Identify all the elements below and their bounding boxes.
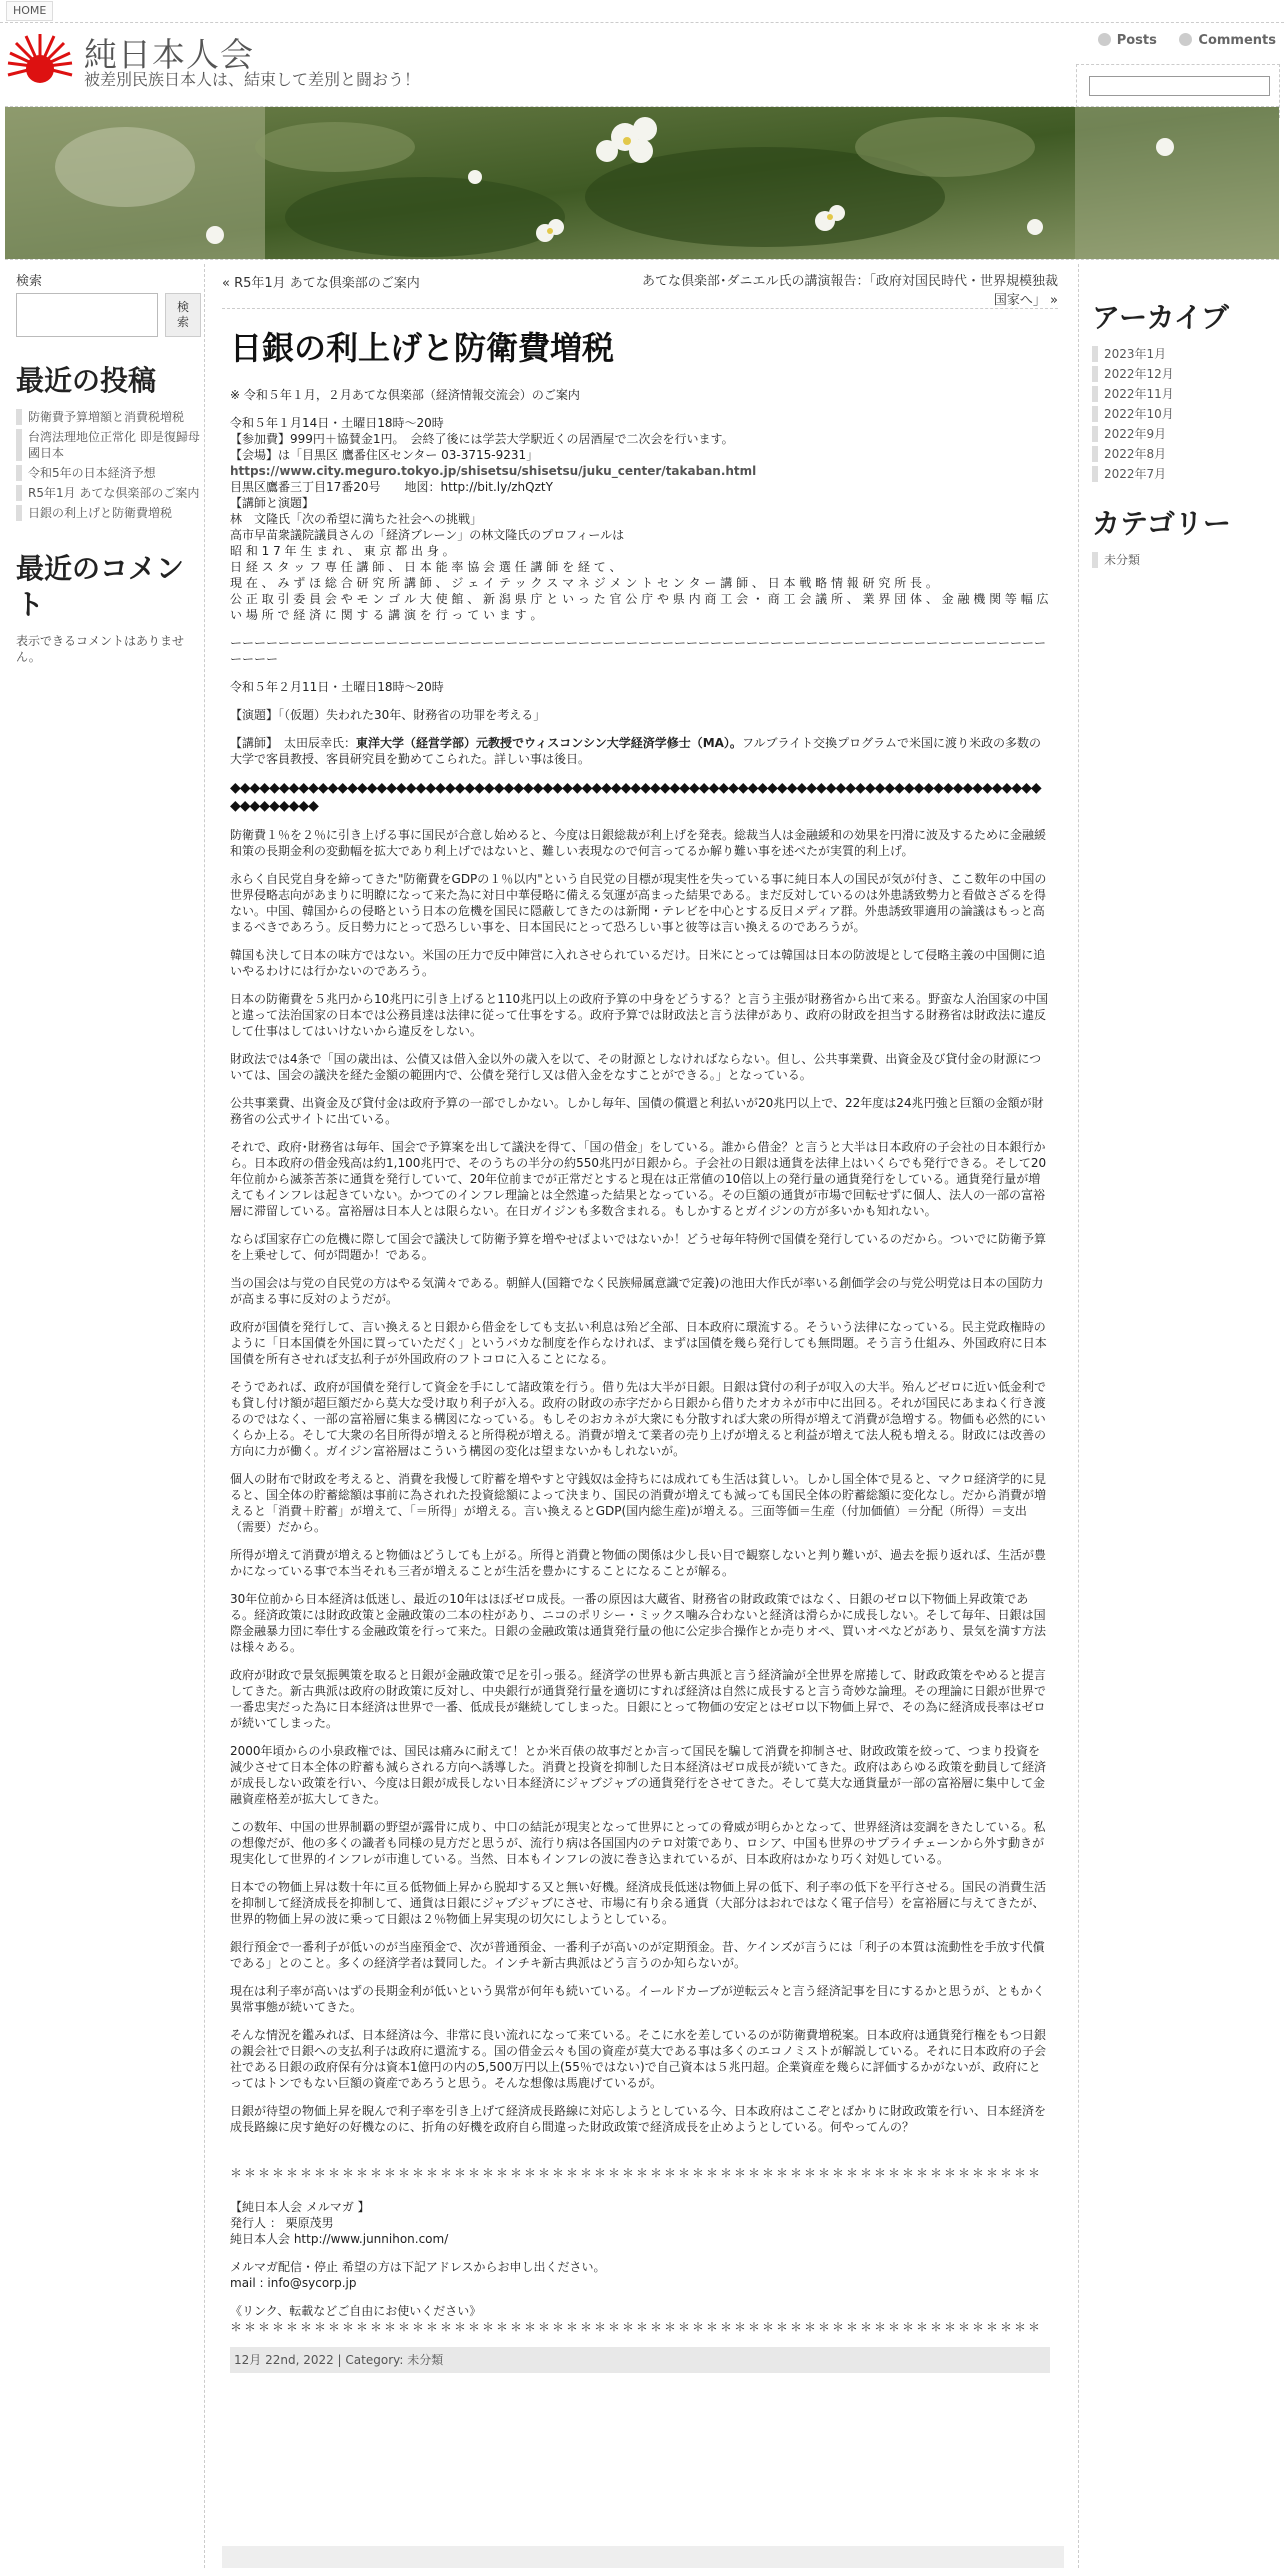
search-label: 検索	[16, 274, 43, 289]
left-sidebar	[6, 264, 204, 665]
recent-post-link[interactable]: 台湾法理地位正常化 即是復歸母國日本	[16, 429, 204, 461]
post-body	[222, 323, 1058, 2335]
article-paragraph: 個人の財布で財政を考えると、消費を我慢して貯蓄を増やすと守銭奴は金持ちには成れても生活は貧しい。しかし国全体で見ると、マクロ経済学的に見ると、国全体の貯蓄総額は事前に為されれた投資総額によって決まり、国民の消費が増えても減っても国民全体の貯蓄総額に変化なし。だから消費が増えると「消費＋貯蓄」が増えて、「＝所得」が増える。言い換えるとGDP(国内総生産)が増える。三面等価＝生産（付加価値）＝分配（所得）＝支出（需要）だから。	[230, 1472, 1047, 1534]
previous-post-link[interactable]: « R5年1月 あてな倶楽部のご案内	[222, 276, 420, 291]
event2-lecturer: 【講師】 太田辰幸氏：東洋大学（経営学部）元教授でウィスコンシン大学経済学修士（MA）。フルブライト交換プログラムで米国に渡り米政の多数の大学で客員教授、客員研究員を勤めてこられた。詳しい事は後日。	[230, 736, 1041, 766]
categories-list	[1092, 552, 1278, 568]
article-paragraph: それで、政府･財務省は毎年、国会で予算案を出して議決を得て、「国の借金」をしている。誰から借金？と言うと大半は日本政府の子会社の日本銀行から。日本政府の借金残高は約1,100兆円で、そのうちの半分の約550兆円が日銀から。子会社の日銀は通貨を法律上はいくらでも発行できる。そして20年位前から滅茶苦茶に通貨を発行していて、20年位前までが正常だとすると現在は正常値の10倍以上の発行量の通貨発行をしている。通貨発行量が増えてもインフレは起きていない。かつてのインフレ理論とは全然違った結果となっている。その巨額の通貨が市場で回転せずに個人、法人の一部の富裕層に滞留している。富裕層は日本人とは限らない。在日ガイジンも多数含まれる。もしかするとガイジンの方が多いかも知れない。	[230, 1140, 1047, 1218]
recent-comments-title: 最近のコメント	[16, 552, 185, 621]
site-description: 被差別民族日本人は、結束して差別と闘おう！	[84, 70, 421, 89]
event1-details: 令和５年１月14日・土曜日18時～20時 【参加費】999円＋協賛金1円。 会終了後には学芸大学駅近くの居酒屋で二次会を行います。 【会場】は「目黒区 鷹番住区センター 03-3715-9231」 https://www.city.meguro.tokyo.jp/shisetsu/shisetsu/juku_center/takaban.html 目黒区鷹番三丁目17番20号 地図：http://bit.ly/zhQztY 【講師と演題】 林 文隆氏「次の希望に満ちた社会への挑戦」 高市早苗衆議院議員さんの「経済ブレーン」の林文隆氏のプロフィールは 昭 和 1 7 年 生 ま れ 、 東 京 都 出 身 。 日 経 ス タ ッ フ 専 任 講 師 、 日 本 能 率 協 会 選 任 講 師 を 経 て 、 現 在 、 み ず ほ 総 合 研 究 所 講 師 、 ジ ェ イ テ ッ ク ス マ ネ ジ メ ン ト セ ン タ ー 講 師 、 日 本 戦 略 情 報 研 究 所 長 。 公 正 取 引 委 員 会 や モ ン ゴ ル 大 使 館 、 新 潟 県 庁 と い っ た 官 公 庁 や 県 内 商 工 会 ・ 商 工 会 議 所 、 業 界 団 体 、 金 融 機 関 等 幅 広 い 場 所 で 経 済 に 関 す る 講 演 を 行 っ て い ま す 。	[230, 416, 1049, 622]
article-paragraph: 日銀が待望の物価上昇を睨んで利子率を引き上げて経済成長路線に対応しようとしている今、日本政府はここぞとばかりに財政政策を行い、日本経済を成長路線に戻す絶好の好機なのに、折角の好機を政府自ら間違った財政政策で経済成長を止めようとしている。何やってんの？	[230, 2104, 1047, 2134]
archives-title: アーカイブ	[1092, 301, 1229, 334]
archive-link[interactable]: 2022年10月	[1092, 406, 1278, 422]
rss-icon	[1179, 33, 1192, 46]
archive-link[interactable]: 2022年7月	[1092, 466, 1278, 482]
article-paragraph: 公共事業費、出資金及び貸付金は政府予算の一部でしかない。しかし毎年、国債の償還と利払いが20兆円以上で、22年度は24兆円強と巨額の金額が財務省の公式サイトに出ている。	[230, 1096, 1044, 1126]
article-paragraph: 防衛費１％を２％に引き上げる事に国民が合意し始めると、今度は日銀総裁が利上げを発表。総裁当人は金融緩和の効果を円滑に波及するために金融緩和策の長期金利の変動幅を拡大であり利上げではないと、難しい表現なので何言ってるか解り難い事を述べたが実質的利上げ。	[230, 828, 1047, 858]
unsubscribe-info: メルマガ配信・停止 希望の方は下記アドレスからお申し出ください。 mail : info@sycorp.jp	[230, 2260, 606, 2290]
archives-list	[1092, 346, 1278, 482]
newsletter-info: 【純日本人会 メルマガ 】 発行人 ： 栗原茂男 純日本人会 http://www.junnihon.com/	[230, 2200, 449, 2246]
right-sidebar	[1082, 264, 1278, 572]
top-navigation	[0, 0, 1284, 23]
article-paragraph: 財政法では4条で「国の歳出は、公債又は借入金以外の歳入を以て、その財源としなければならない。但し、公共事業費、出資金及び貸付金の財源については、国会の議決を経た金額の範囲内で、公債を発行し又は借入金をなすことができる。」となっている。	[230, 1052, 1042, 1082]
article-paragraph: そんな情況を鑑みれば、日本経済は今、非常に良い流れになって来ている。そこに水を差しているのが防衛費増税案。日本政府は通貨発行権をもつ日銀の親会社で日銀への支払利子は政府に還流する。国の借金云々も国の資産が莫大である事は多くのエコノミストが解説している。それに日本政府の子会社である日銀の政府保有分は資本1億円の内の5,500万円以上(55％ではない)で自己資本は５兆円超。企業資産を幾らに評価するかがないが、政府にとってはトンでもない巨額の資産であろうと思う。そんな想像は馬鹿げているが。	[230, 2028, 1047, 2090]
venue-link[interactable]: https://www.city.meguro.tokyo.jp/shisetsu/shisetsu/juku_center/takaban.html	[230, 464, 757, 478]
rss-icon	[1098, 33, 1111, 46]
post-title: 日銀の利上げと防衛費増税	[230, 329, 615, 367]
home-link[interactable]: HOME	[6, 1, 53, 21]
article-paragraph: この数年、中国の世界制覇の野望が露骨に成り、中口の結託が現実となって世界にとっての脅威が明らかとなって、世界経済は変調をきたしている。私の想像だが、他の多くの識者も同様の見方だと思うが、流行り病は各国国内のテロ対策であり、ロシア、中国も世界のサプライチェーンから外す動きが現実化して世界的インフレが市進している。当然、日本もインフレの波に巻き込まれているが、日本政府はかなり巧く対処している。	[230, 1820, 1046, 1866]
reprint-note: 《リンク、転載などご自由にお使いください》	[230, 2304, 482, 2318]
sidebar-search-input[interactable]	[16, 293, 158, 337]
spacer	[230, 2147, 1050, 2165]
post-intro: ※ 令和５年１月，２月あてな倶楽部（経済情報交流会）のご案内	[230, 388, 580, 402]
diamond-separator: ◆◆◆◆◆◆◆◆◆◆◆◆◆◆◆◆◆◆◆◆◆◆◆◆◆◆◆◆◆◆◆◆◆◆◆◆◆◆◆◆◆◆◆◆◆◆◆◆◆◆◆◆◆◆◆◆◆◆◆◆◆◆◆◆◆◆◆◆◆◆◆◆◆◆◆◆◆◆◆◆◆◆◆◆◆◆◆◆◆◆◆◆	[230, 780, 1041, 814]
article-paragraph: 銀行預金で一番利子が低いのが当座預金で、次が普通預金、一番利子が高いのが定期預金。昔、ケインズが言うには「利子の本質は流動性を手放す代償である」とのこと。多くの経済学者は賛同した。インチキ新古典派はどう言うのか知らないが。	[230, 1940, 1045, 1970]
right-divider	[1078, 264, 1079, 2568]
recent-post-link[interactable]: 日銀の利上げと防衛費増税	[16, 505, 204, 521]
event2-topic: 【演題】「（仮題）失われた30年、財務省の功罪を考える」	[230, 708, 546, 722]
article-paragraph: 政府が国債を発行して、言い換えると日銀から借金をしても支払い利息は殆ど全部、日本政府に環流する。そういう法律になっている。民主党政権時のように「日本国債を外国に買っていただく」というバカな制度を作らなければ、まずは国債を幾ら発行しても無問題。そう言う仕組み、外国政府に日本国債を所有させれば支払利子が外国政府のフトコロに入ることになる。	[230, 1320, 1047, 1366]
archive-link[interactable]: 2023年1月	[1092, 346, 1278, 362]
article-paragraph: 30年位前から日本経済は低迷し、最近の10年はほぼゼロ成長。一番の原因は大蔵省、財務省の財政政策ではなく、日銀のゼロ以下物価上昇政策である。経済政策には財政政策と金融政策の二本の柱があり、ニコのポリシー・ミックス噛み合わないと経済は滑らかに成長しない。そして毎年、日銀は国際金融暴力団に奉仕する金融政策を行って来た。日銀の金融政策は通貨発行量の他に公定歩合操作とか売りオペ、買いオペなどがあり、景気を満す方法は様々ある。	[230, 1592, 1047, 1654]
article-paragraph: 所得が増えて消費が増えると物価はどうしても上がる。所得と消費と物価の関係は少し長い目で観察しないと判り難いが、過去を振り返れば、生活が豊かになっている事で本当それも三者が増えることが生活を豊かにすることになることが解る。	[230, 1548, 1047, 1578]
article-paragraph: 2000年頃からの小泉政権では、国民は痛みに耐えて！とか米百俵の故事だとか言って国民を騙して消費を抑制させ、財政政策を絞って、つまり投資を減少させて日本全体の貯蓄も減らされる方向へ誘導した。消費と投資を抑制した日本経済はゼロ成長が続いてきた。政府はあらゆる政策を動員して経済が成長しない政策を行い、今度は日銀が成長しない日本経済にジャブジャブの通貨発行をさせてきた。そして莫大な通貨量が一部の富裕層に集中して金融資産格差が拡大してきた。	[230, 1744, 1047, 1806]
recent-post-link[interactable]: 令和5年の日本経済予想	[16, 465, 204, 481]
article-paragraph: 政府が財政で景気振興策を取ると日銀が金融政策で足を引っ張る。経済学の世界も新古典派と言う経済論が全世界を席捲して、財政政策をやめると提言してきた。新古典派は政府の財政策に反対し、中央銀行が通貨発行量を適切にすれば経済は自然に成長すると言う奇妙な論理。その理論に日銀が世界で一番忠実だった為に日本経済は世界で一番、低成長が継続してしまった。日銀にとって物価の安定とはゼロ以下物価上昇で、その為に経済成長率はゼロが続いてしまった。	[230, 1668, 1047, 1730]
post-meta: 12月 22nd, 2022 | Category: 未分類	[230, 2347, 1050, 2373]
recent-posts-list	[16, 409, 204, 521]
sidebar-search	[16, 289, 204, 347]
archive-link[interactable]: 2022年9月	[1092, 426, 1278, 442]
recent-post-link[interactable]: R5年1月 あてな倶楽部のご案内	[16, 485, 204, 501]
feed-links	[1080, 33, 1276, 48]
article-paragraph: 日本の防衛費を５兆円から10兆円に引き上げると110兆円以上の政府予算の中身をどうする？と言う主張が財務省から出て来る。野蛮な人治国家の中国と違って法治国家の日本では公務員達は法律に従って仕事をする。政府予算では財政法と言う法律があり、政府の財政を担当する財務省は財政法に違反して仕事はしてはいけないから違反をしない。	[230, 992, 1049, 1038]
separator-line: ーーーーーーーーーーーーーーーーーーーーーーーーーーーーーーーーーーーーーーーーーーーーーーーーーーーーーーーーーーーーーーーーーーーーーーーー	[230, 636, 1047, 666]
star-separator: ＊＊＊＊＊＊＊＊＊＊＊＊＊＊＊＊＊＊＊＊＊＊＊＊＊＊＊＊＊＊＊＊＊＊＊＊＊＊＊＊＊＊＊＊＊＊＊＊＊＊＊＊＊＊＊＊＊＊	[230, 2320, 1043, 2334]
article-paragraphs	[230, 827, 1050, 2135]
archive-link[interactable]: 2022年12月	[1092, 366, 1278, 382]
site-header	[0, 23, 1284, 101]
comments-feed-link[interactable]: Comments	[1179, 33, 1276, 48]
recent-posts-title: 最近の投稿	[16, 364, 157, 397]
next-post-link[interactable]: あてな倶楽部･ダニエル氏の講演報告：「政府対国民時代・世界規模独裁国家へ」 »	[641, 274, 1058, 308]
archive-link[interactable]: 2022年11月	[1092, 386, 1278, 402]
no-comments-text: 表示できるコメントはありません。	[16, 634, 185, 664]
header-banner-image	[5, 106, 1279, 260]
site-logo[interactable]	[6, 33, 74, 93]
article-paragraph: 永らく自民党自身を締ってきた"防衛費をGDPの１％以内"という自民党の目標が現実性を失っている事に純日本人の国民が気が付き、ここ数年の中国の世界侵略志向があまりに明瞭になって来た為に対日中華侵略に備える気運が高まった結果である。まだ反対しているのは外患誘致勢力と看做さざるを得ない。中国、韓国からの侵略という日本の危機を国民に隠蔽してきたのは新聞・テレビを中心とする反日メディア群。外患誘致罪適用の論議はもっと高まるべきであろう。反日勢力にとって恐ろしい事を、日本国民にとって恐ろしい事と彼等は言い換えるのであろうが。	[230, 872, 1047, 934]
header-search-input[interactable]	[1089, 76, 1270, 96]
comments-section	[222, 2546, 1064, 2568]
site-title[interactable]: 純日本人会	[84, 35, 254, 74]
article-paragraph: 日本での物価上昇は数十年に亘る低物価上昇から脱却する又と無い好機。経済成長低迷は物価上昇の低下、利子率の低下を平行させる。国民の消費生活を抑制して経済成長を抑制して、通貨は日銀にジャブジャブにさせ、市場に有り余る通貨（大部分はおれではなく電子信号）を富裕層に与えてきたが、世界的物価上昇の波に乗って日銀は２％物価上昇実現の切欠にしようとしている。	[230, 1880, 1047, 1926]
article-paragraph: 当の国会は与党の自民党の方はやる気満々である。朝鮮人(国籍でなく民族帰属意識で定義)の池田大作氏が率いる創価学会の与党公明党は日本の国防力が高まる事に反対のようだが。	[230, 1276, 1044, 1306]
main-content	[208, 264, 1072, 2373]
post-navigation	[222, 264, 1058, 309]
categories-title: カテゴリー	[1092, 507, 1231, 540]
sidebar-search-button[interactable]: 検索	[165, 293, 201, 337]
article-paragraph: ならば国家存亡の危機に際して国会で議決して防衛予算を増やせばよいではないか！どうせ毎年特例で国債を発行しているのだから。ついでに防衛予算を上乗せして、何が問題か！である。	[230, 1232, 1047, 1262]
event2-date: 令和５年２月11日・土曜日18時～20時	[230, 680, 444, 694]
archive-link[interactable]: 2022年8月	[1092, 446, 1278, 462]
article-paragraph: 現在は利子率が高いはずの長期金利が低いという異常が何年も続いている。イールドカーブが逆転云々と言う経済記事を目にするかと思うが、ともかく異常事態が続いてきた。	[230, 1984, 1045, 2014]
article-paragraph: そうであれば、政府が国債を発行して資金を手にして諸政策を行う。借り先は大半が日銀。日銀は貸付の利子が収入の大半。殆んどゼロに近い低金利でも貸し付け額が超巨額だから莫大な受け取り利子が入る。政府の財政の赤字だから日銀から借りたオカネが市中に出回る。それが国民にあまねく行き渡るのではなく、一部の富裕層に集まる構図になっている。もしそのおカネが大衆にも分散すれば大衆の所得が増えて消費が急増する。物価も必然的にいくらか上る。そして大衆の名目所得が増えると所得税が増える。消費が増えて業者の売り上げが増えると利益が増えて法人税も増える。財政には改善の方向に力が働く。ガイジン富裕層はこういう構図の変化は望まないかもしれないが。	[230, 1380, 1047, 1458]
star-separator: ＊＊＊＊＊＊＊＊＊＊＊＊＊＊＊＊＊＊＊＊＊＊＊＊＊＊＊＊＊＊＊＊＊＊＊＊＊＊＊＊＊＊＊＊＊＊＊＊＊＊＊＊＊＊＊＊＊＊	[230, 2166, 1043, 2180]
article-paragraph: 韓国も決して日本の味方ではない。米国の圧力で反中陣営に入れさせられているだけ。日米にとっては韓国は日本の防波堤として侵略主義の中国側に追いやるわけには行かないのであろう。	[230, 948, 1046, 978]
left-divider	[204, 264, 205, 2568]
posts-feed-link[interactable]: Posts	[1098, 33, 1157, 48]
recent-post-link[interactable]: 防衛費予算増額と消費税増税	[16, 409, 204, 425]
category-link[interactable]: 未分類	[1092, 552, 1278, 568]
